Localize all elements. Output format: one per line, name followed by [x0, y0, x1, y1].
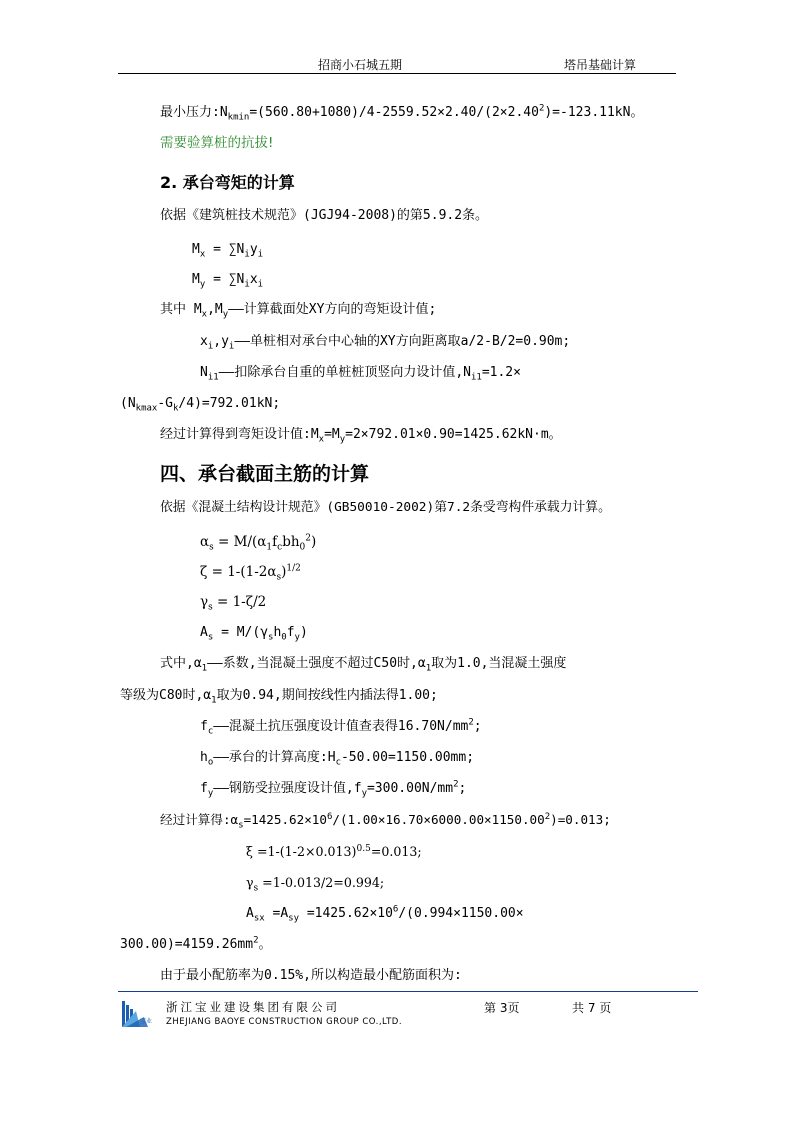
alpha-desc: 式中$,\alpha_1——$系数,当混凝土强度不超过C50时$,\alpha_1$取为1.0,当混凝土强度: [160, 656, 567, 674]
where-mxy: 其中 $M_x,M_y——$计算截面处XY方向的弯矩设计值;: [160, 302, 437, 320]
section-2-title: 2. 承台弯矩的计算: [160, 173, 295, 192]
logo-text: 宝业: [140, 1018, 153, 1025]
ho-desc: $h_o——$承台的计算高度$:H_c-50.00=1150.00mm$;: [200, 750, 475, 768]
company-name-en: ZHEJIANG BAOYE CONSTRUCTION GROUP CO.,LTD.: [166, 1017, 403, 1027]
eq-as: $A_s = M/(\gamma_sh_0f_y)$: [200, 625, 308, 643]
eq-my: $M_y = \sum N_ix_i$: [192, 272, 264, 290]
moment-result: 经过计算得到弯矩设计值$:M_x=M_y=2\times 792.01\times 0.90=1425.62kN\cdot m$。: [160, 427, 562, 445]
min-pressure-label: 最小压力:: [160, 105, 220, 120]
where-ni1-cont: $(N_{kmax}-G_k/4)=792.01kN$;: [120, 396, 281, 414]
pile-note: 需要验算桩的抗拔!: [160, 135, 274, 151]
section-4-title: 四、承台截面主筋的计算: [160, 463, 370, 485]
min-pressure-line: 最小压力$:N_{kmin}=(560.80+1080)/4-2559.52\times 2.40/(2\times 2.40^2)=-123.11kN$。: [160, 103, 644, 123]
eq-zeta: $\zeta = 1-(1-2\alpha_s)^{1/2}$: [200, 563, 301, 583]
fc-desc: $f_c——$混凝土抗压强度设计值查表得$16.70N/mm^2$;: [200, 717, 482, 737]
min-pressure-eq: =(560.80+1080)/4-2559.52×2.40/(2×2.40: [249, 105, 539, 120]
calc-gamma: $\gamma_s =1-0.013/2=0.994$;: [246, 875, 385, 894]
where-ni1: $N_{i1}——$扣除承台自重的单桩桩顶竖向力设计值$,N_{i1}=1.2\times$: [200, 365, 521, 383]
eq-alpha: $\alpha_s = M/(\alpha_1f_cbh_0^2)$: [200, 533, 317, 553]
eq-gamma: $\gamma_s = 1-\zeta/2$: [200, 594, 267, 613]
alpha-desc-cont: 等级为C80时$,\alpha_1$取为0.94,期间按线性内插法得1.00;: [120, 688, 438, 706]
min-ratio: 由于最小配筋率为0.15%,所以构造最小配筋面积为:: [160, 968, 462, 983]
basis-4: 依据《混凝土结构设计规范》(GB50010-2002)第7.2条受弯构件承载力计算。: [160, 500, 611, 515]
page-total: 共 7 页: [572, 1001, 612, 1015]
calc-xi: $\xi =1-(1-2\times 0.013)^{0.5}=0.013$;: [246, 843, 422, 859]
min-pressure-tail: )=-123.11kN。: [544, 105, 644, 120]
calc-alpha: 经过计算得$:\alpha_s=1425.62\times 10^6/(1.00\times 16.70\times 6000.00\times 1150.00^2)=0.013$;: [160, 811, 611, 831]
header-rule: [118, 73, 676, 74]
company-name-cn: 浙江宝业建设集团有限公司: [166, 1000, 340, 1014]
header-doc-title: 塔吊基础计算: [564, 58, 637, 72]
footer-rule: [118, 991, 698, 992]
calc-as: $A_{sx} =A_{sy} =1425.62\times 10^6/(0.994\times 1150.00\times$: [246, 904, 524, 924]
where-xy: $x_i,y_i——$单桩相对承台中心轴的XY方向距离取a/2-B/2=0.90m;: [200, 334, 571, 352]
calc-as-cont: $300.00)=4159.26mm^2$。: [120, 935, 272, 952]
eq-mx: $M_x = \sum N_iy_i$: [192, 242, 264, 260]
page-number: 第 3页: [484, 1001, 520, 1015]
header-project: 招商小石城五期: [318, 58, 403, 72]
basis-2: 依据《建筑桩技术规范》(JGJ94-2008)的第5.9.2条。: [160, 208, 489, 223]
fy-desc: $f_y——$钢筋受拉强度设计值$,f_y=300.00N/mm^2$;: [200, 779, 467, 799]
